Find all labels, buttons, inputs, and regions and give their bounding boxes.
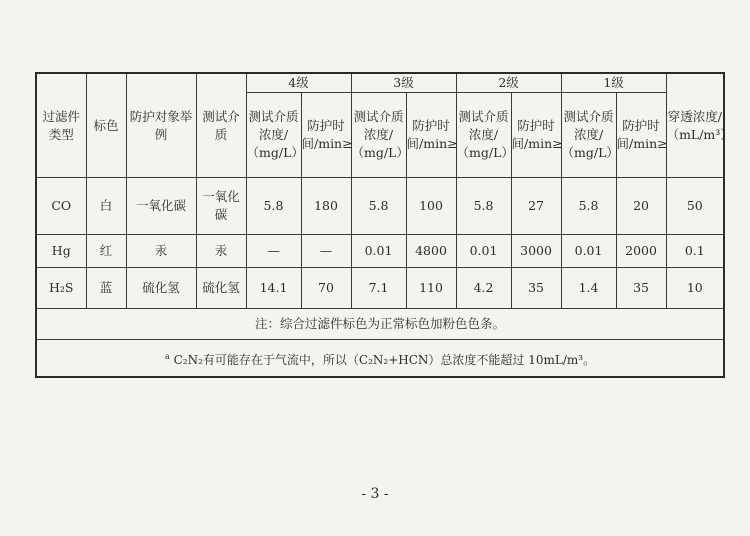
header-g3-conc: 测试介质浓度/（mg/L） [351,93,406,178]
page-number: - 3 - [361,486,389,502]
table-footnote [36,340,724,378]
table-row [36,235,724,268]
cell-g1-time: 20 [616,178,666,235]
cell-g4-time: 180 [301,178,351,235]
cell-medium: 汞 [196,235,246,268]
cell-g4-time: 70 [301,268,351,309]
cell-breakthrough: 10 [666,268,724,309]
cell-g4-time: — [301,235,351,268]
footnote-text: C₂N₂有可能存在于气流中，所以（C₂N₂+HCN）总浓度不能超过 10mL/m³。 [173,352,596,367]
cell-g3-time: 100 [406,178,456,235]
cell-example: 汞 [126,235,196,268]
cell-g3-conc: 5.8 [351,178,406,235]
cell-color: 白 [86,178,126,235]
header-grade-2: 2级 [456,73,561,93]
cell-g2-conc: 5.8 [456,178,511,235]
note-row [36,309,724,340]
cell-g2-time: 3000 [511,235,561,268]
cell-g4-conc: — [246,235,301,268]
cell-g3-time: 4800 [406,235,456,268]
table-row [36,268,724,309]
header-row-grades [36,73,724,93]
filter-spec-table [35,72,733,378]
cell-g1-time: 35 [616,268,666,309]
header-g3-time: 防护时间/min≥ [406,93,456,178]
cell-color: 红 [86,235,126,268]
header-color: 标色 [86,73,126,178]
cell-type: Hg [36,235,86,268]
cell-g1-time: 2000 [616,235,666,268]
cell-example: 硫化氢 [126,268,196,309]
footnote-row [36,340,724,378]
cell-g1-conc: 0.01 [561,235,616,268]
cell-g2-time: 27 [511,178,561,235]
cell-breakthrough: 50 [666,178,724,235]
header-protect-example: 防护对象举例 [126,73,196,178]
header-filter-type: 过滤件类型 [36,73,86,178]
cell-g3-time: 110 [406,268,456,309]
cell-g4-conc: 14.1 [246,268,301,309]
table-row [36,178,724,235]
footnote-marker: a [164,351,170,361]
cell-breakthrough: 0.1 [666,235,724,268]
header-g2-time: 防护时间/min≥ [511,93,561,178]
table-note: 注：综合过滤件标色为正常标色加粉色色条。 [36,309,724,340]
header-g4-time: 防护时间/min≥ [301,93,351,178]
header-test-medium: 测试介质 [196,73,246,178]
header-breakthrough: 穿透浓度/（mL/m³） [666,73,724,178]
cell-medium: 一氧化碳 [196,178,246,235]
cell-g2-conc: 0.01 [456,235,511,268]
cell-g4-conc: 5.8 [246,178,301,235]
cell-type: CO [36,178,86,235]
cell-g2-conc: 4.2 [456,268,511,309]
cell-g2-time: 35 [511,268,561,309]
header-g4-conc: 测试介质浓度/（mg/L） [246,93,301,178]
cell-medium: 硫化氢 [196,268,246,309]
cell-color: 蓝 [86,268,126,309]
header-g1-time: 防护时间/min≥ [616,93,666,178]
cell-example: 一氧化碳 [126,178,196,235]
cell-g3-conc: 0.01 [351,235,406,268]
cell-g3-conc: 7.1 [351,268,406,309]
header-g1-conc: 测试介质浓度/（mg/L） [561,93,616,178]
header-g2-conc: 测试介质浓度/（mg/L） [456,93,511,178]
header-grade-3: 3级 [351,73,456,93]
cell-g1-conc: 1.4 [561,268,616,309]
header-grade-4: 4级 [246,73,351,93]
cell-type: H₂S [36,268,86,309]
cell-g1-conc: 5.8 [561,178,616,235]
header-grade-1: 1级 [561,73,666,93]
